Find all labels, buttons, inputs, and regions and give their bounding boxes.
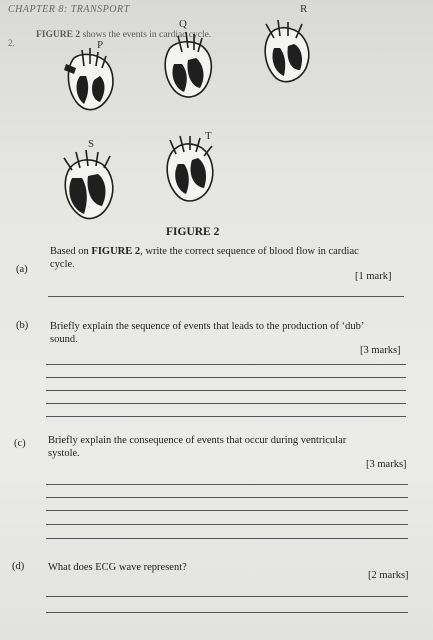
label-q: Q — [179, 18, 187, 30]
part-a-question-line2: cycle. — [50, 259, 75, 270]
answer-line — [46, 497, 408, 498]
part-a-text-prefix: Based on — [50, 246, 92, 257]
part-c-question-line2: systole. — [48, 448, 80, 459]
label-s: S — [88, 138, 95, 150]
heart-diagram-t — [158, 134, 222, 206]
part-b-label: (b) — [16, 320, 29, 331]
answer-line — [46, 390, 406, 391]
answer-line — [46, 364, 406, 365]
label-t: T — [205, 130, 212, 142]
answer-line — [46, 612, 408, 613]
part-c-label: (c) — [14, 438, 26, 449]
part-b-question-line1: Briefly explain the sequence of events that leads to the production of ‘dub’ — [50, 321, 365, 332]
answer-line — [46, 538, 408, 539]
part-d-label: (d) — [12, 561, 25, 572]
part-a-marks: [1 mark] — [355, 271, 392, 282]
heart-diagram-s — [58, 148, 122, 224]
answer-line — [46, 403, 406, 404]
answer-line — [46, 524, 408, 525]
chapter-header: CHAPTER 8: TRANSPORT — [8, 4, 130, 15]
answer-line — [46, 484, 408, 485]
label-r: R — [300, 3, 308, 15]
answer-line — [48, 296, 404, 297]
part-a-label: (a) — [16, 264, 28, 275]
question-number: 2. — [8, 38, 15, 48]
answer-line — [46, 510, 408, 511]
part-d-question: What does ECG wave represent? — [48, 562, 187, 573]
part-c-question-line1: Briefly explain the consequence of events that occur during ventricular — [48, 435, 347, 446]
part-a-text-suffix: , write the correct sequence of blood flow in cardiac — [140, 246, 359, 257]
figure-caption: FIGURE 2 — [166, 226, 220, 238]
heart-diagram-q — [158, 30, 220, 102]
part-c-marks: [3 marks] — [366, 459, 407, 470]
label-p: P — [97, 39, 104, 51]
answer-line — [46, 377, 406, 378]
heart-diagram-p — [60, 46, 122, 116]
part-d-marks: [2 marks] — [368, 570, 409, 581]
part-b-question-line2: sound. — [50, 334, 78, 345]
figure-reference: FIGURE 2 — [36, 30, 81, 40]
heart-diagram-r — [256, 18, 318, 88]
intro-text: shows the events in cardiac cycle. — [80, 30, 212, 40]
part-a-question — [50, 245, 420, 258]
answer-line — [46, 416, 406, 417]
answer-line — [46, 596, 408, 597]
part-a-figure-ref: FIGURE 2 — [91, 246, 141, 257]
part-b-marks: [3 marks] — [360, 345, 401, 356]
